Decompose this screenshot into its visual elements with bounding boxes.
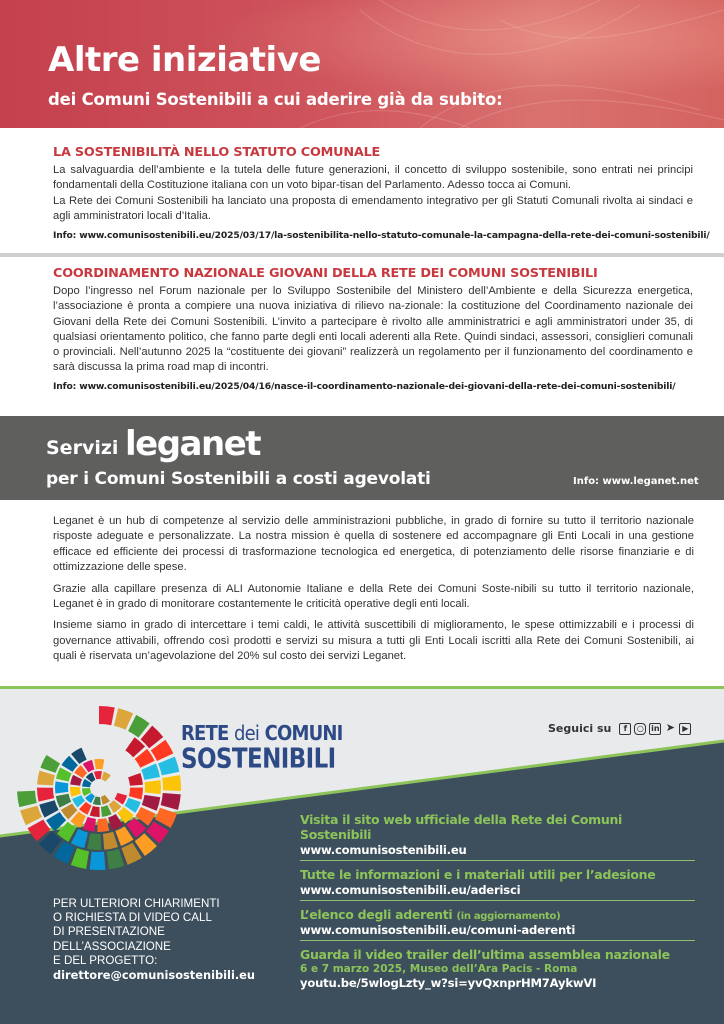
spiral-segment: [71, 848, 89, 869]
link-video-trailer: [300, 947, 695, 993]
footer-links: [300, 812, 695, 999]
facebook-icon[interactable]: f: [619, 723, 631, 735]
article-statuto: [53, 145, 710, 243]
linkedin-icon[interactable]: in: [651, 723, 660, 733]
spiral-segment: [55, 781, 68, 793]
spiral-segment: [158, 757, 179, 776]
spiral-segment: [90, 806, 100, 817]
article-coordinamento-giovani: [53, 266, 693, 395]
section-divider: [0, 253, 724, 257]
spiral-segment: [101, 795, 110, 805]
leganet-description: [53, 514, 694, 671]
spiral-segment: [141, 764, 160, 780]
spiral-segment: [37, 788, 54, 802]
contact-line: E DEL PROGETTO:: [53, 953, 158, 967]
link-url[interactable]: www.comunisostenibili.eu/aderisci: [300, 883, 521, 897]
spiral-segment: [94, 771, 102, 779]
spiral-segment: [129, 787, 143, 799]
article-heading: COORDINAMENTO NAZIONALE GIOVANI DELLA RETE DEI COMUNI SOSTENIBILI: [53, 266, 598, 281]
sdg-spiral-logo: [9, 698, 189, 878]
article-paragraph: La Rete dei Comuni Sostenibili ha lanciato una proposta di emendamento integrativo per gli Statuti Comunali rivolta ai sindaci e agli amministratori locali d’Italia.: [53, 194, 693, 222]
spiral-segment: [102, 772, 111, 782]
follow-label: Seguici su: [548, 722, 612, 735]
link-title: [300, 907, 695, 922]
footer: [0, 686, 724, 1024]
telegram-icon[interactable]: ➤: [665, 720, 675, 734]
leganet-info-link[interactable]: Info: www.leganet.net: [573, 476, 699, 487]
brand-rete: RETE: [181, 721, 229, 746]
brand-line1: [181, 721, 343, 745]
spiral-segment: [40, 755, 60, 773]
contact-line: PER ULTERIORI CHIARIMENTI: [53, 897, 220, 910]
article-paragraph: La salvaguardia dell’ambiente e la tutela delle future generazioni, il concetto di sviluppo sostenibile, sono entrati nei principi fondamentali della Costituzione italiana con un voto bipar-tisan del Parlamento. Adesso tocca ai Comuni.: [53, 164, 693, 192]
link-title: Visita il sito web ufficiale della Rete dei Comuni Sostenibili: [300, 812, 623, 842]
page-title: Altre iniziative: [48, 40, 321, 80]
link-title-note: (in aggiornamento): [456, 911, 561, 922]
link-aderenti: [300, 907, 695, 941]
leganet-paragraph: Leganet è un hub di competenze al servizio delle amministrazioni pubbliche, in grado di fornire su tutto il territorio nazionale risposte adeguate e personalizzate. La nostra mission è quella di sostenere ed accompagnare gli Enti Locali in una gestione efficace ed efficiente dei processi di trasformazione tecnologica ed energetica, di potenziamento delle risorse finanziarie e di ottimizzazione delle spese.: [53, 515, 694, 574]
article-info-link[interactable]: Info: www.comunisostenibili.eu/2025/04/16/nasce-il-coordinamento-nazionale-dei-giovani-della-rete-dei-comuni-sostenibili/: [53, 381, 676, 393]
header-banner: [0, 0, 724, 128]
spiral-segment: [93, 796, 101, 805]
spiral-segment: [94, 759, 104, 769]
instagram-icon[interactable]: ○: [634, 723, 646, 735]
article-heading: LA SOSTENIBILITÀ NELLO STATUTO COMUNALE: [53, 145, 381, 160]
link-title: Guarda il video trailer dell’ultima assemblea nazionale: [300, 947, 670, 962]
youtube-icon[interactable]: ▶: [679, 723, 691, 735]
spiral-segment: [97, 818, 109, 832]
spiral-segment: [90, 852, 106, 870]
contact-email[interactable]: direttore@comunisostenibili.eu: [53, 968, 256, 983]
spiral-segment: [107, 849, 125, 870]
link-adesione: [300, 867, 695, 901]
leganet-logo: leganet: [125, 424, 261, 464]
spiral-segment: [103, 832, 118, 850]
spiral-segment: [142, 795, 161, 811]
brand-dei: dei: [234, 721, 260, 746]
link-url[interactable]: www.comunisostenibili.eu/comuni-aderenti: [300, 923, 576, 937]
leganet-paragraph: Insieme siamo in grado di intercettare i temi caldi, le attività suscettibili di miglioramento, le spese ottimizzabili e i processi di governance attivabili, offrendo così prodotti e servizi su misura a tutti gli Enti Locali iscritti alla Rete dei Comuni Sostenibili, ai quali è riservata un’agevolazione del 20% sul costo dei servizi Leganet.: [53, 619, 694, 663]
spiral-segment: [83, 817, 96, 832]
spiral-segment: [70, 787, 81, 797]
link-title: Tutte le informazioni e i materiali utili per l’adesione: [300, 867, 656, 882]
spiral-segment: [162, 775, 181, 791]
spiral-segment: [114, 708, 133, 730]
link-url[interactable]: youtu.be/5wlogLzty_w?si=yvQxnprHM7AykwVI: [300, 976, 597, 990]
spiral-segment: [128, 773, 143, 786]
spiral-segment: [99, 706, 115, 725]
link-meta: 6 e 7 marzo 2025, Museo dell’Ara Pacis - Roma: [300, 963, 578, 975]
contact-block: [53, 897, 283, 982]
brand-line2: SOSTENIBILI: [181, 743, 336, 775]
spiral-segment: [161, 793, 181, 810]
link-url[interactable]: www.comunisostenibili.eu: [300, 843, 467, 857]
leganet-subtitle: per i Comuni Sostenibili a costi agevolati: [46, 469, 431, 489]
contact-line: DELL’ASSOCIAZIONE: [53, 939, 171, 953]
brand-comuni: COMUNI: [264, 721, 343, 746]
contact-line: O RICHIESTA DI VIDEO CALL: [53, 911, 212, 925]
leganet-paragraph: Grazie alla capillare presenza di ALI Autonomie Italiane e della Rete dei Comuni Soste-nibili su tutto il territorio nazionale, Leganet è in grado di monitorare costantemente le criticità operative degli enti locali.: [53, 582, 694, 611]
spiral-segment: [37, 771, 55, 786]
social-follow: [548, 722, 691, 735]
spiral-segment: [87, 833, 101, 850]
page-subtitle: dei Comuni Sostenibili a cui aderire già da subito:: [48, 90, 503, 109]
article-paragraph: Dopo l’ingresso nel Forum nazionale per lo Sviluppo Sostenibile del Ministero dell’Ambiente e della Sicurezza energetica, l’associazione è pronta a compiere una nuova iniziativa di rilievo na-zionale: la costituzione del Coordinamento nazionale dei Giovani della Rete dei Comuni Sostenibili. L’invito a partecipare è rivolto alle amministratrici e agli amministratori under 35, di qualsiasi orientamento politico, che fanno parte degli enti locali aderenti alla Rete. Quindi sindaci, assessori, consiglieri comunali o provinciali. Nell’autunno 2025 la “costituente dei giovani” realizzerà un regolamento per il funzionamento del coordinamento e sarà discussa la prima road map di incontri.: [53, 285, 693, 374]
article-info-link[interactable]: Info: www.comunisostenibili.eu/2025/03/17/la-sostenibilita-nello-statuto-comunale-la-campagna-della-rete-dei-comuni-sostenibili/: [53, 230, 710, 242]
link-title-main: L’elenco degli aderenti: [300, 907, 453, 922]
link-official-site: [300, 812, 695, 861]
contact-line: DI PRESENTAZIONE: [53, 925, 165, 939]
spiral-segment: [17, 791, 37, 807]
spiral-segment: [145, 780, 161, 794]
leganet-servizi-label: Servizi: [46, 437, 119, 459]
